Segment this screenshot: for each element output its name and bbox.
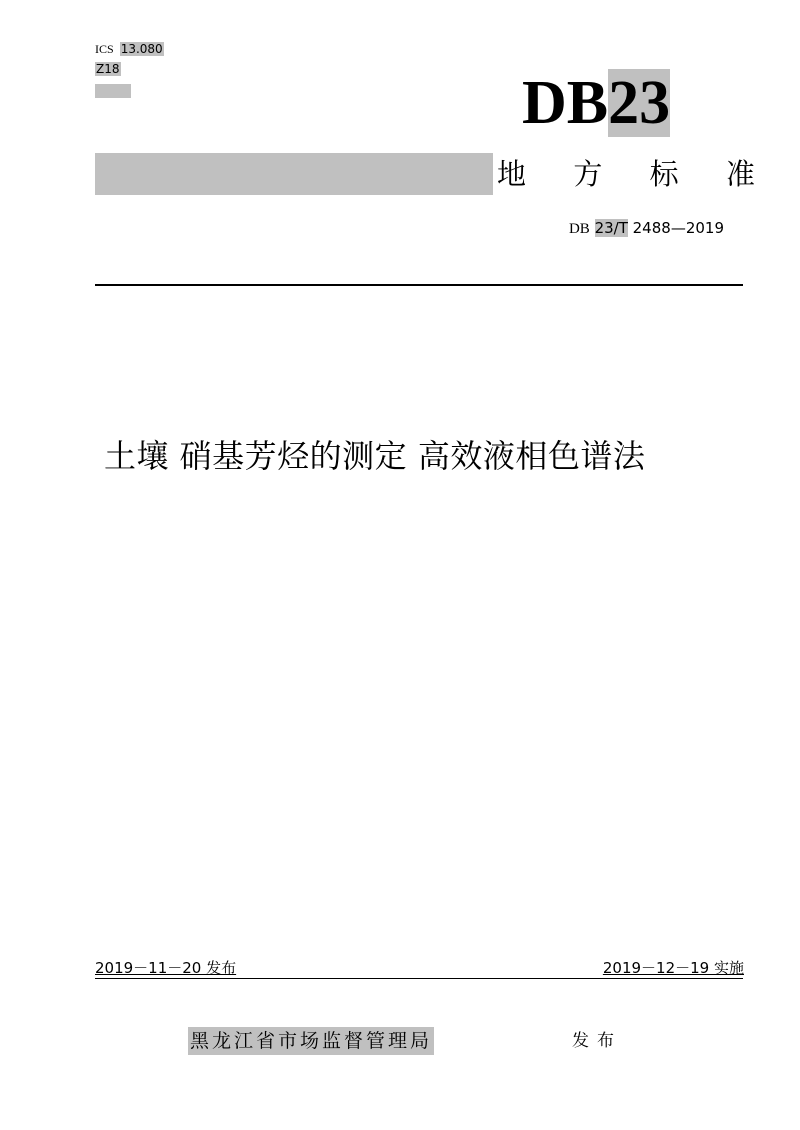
standard-type-char: 标 xyxy=(649,157,679,191)
region-name-placeholder xyxy=(95,153,493,195)
db-standard-logo xyxy=(522,68,670,138)
issue-date: 2019－11－20 发布 xyxy=(95,959,237,977)
standard-number-prefix: DB xyxy=(568,221,590,237)
standard-type-char: 准 xyxy=(725,157,755,191)
record-number-placeholder xyxy=(95,84,131,98)
implementation-date: 2019－12－19 实施 xyxy=(602,959,744,977)
standard-type-char: 方 xyxy=(573,157,603,191)
document-title: 土壤 硝基芳烃的测定 高效液相色谱法 xyxy=(104,437,646,475)
standard-number-code: 2488—2019 xyxy=(627,219,724,237)
ics-label: ICS xyxy=(95,42,114,56)
ics-code: 13.080 xyxy=(120,42,163,56)
ics-classification xyxy=(95,42,164,56)
db-logo-prefix: DB xyxy=(522,69,609,137)
issue-label: 发布 xyxy=(572,1031,622,1051)
standard-type-char: 地 xyxy=(497,157,527,191)
standard-number-region: 23/T xyxy=(594,219,628,237)
standard-number xyxy=(569,219,724,238)
db-logo-number: 23 xyxy=(608,69,671,137)
footer-divider xyxy=(95,978,743,979)
header-divider xyxy=(95,284,743,286)
issuing-authority: 黑龙江省市场监督管理局 xyxy=(188,1027,434,1055)
standard-type xyxy=(497,154,755,194)
china-classification-code: Z18 xyxy=(96,62,120,76)
